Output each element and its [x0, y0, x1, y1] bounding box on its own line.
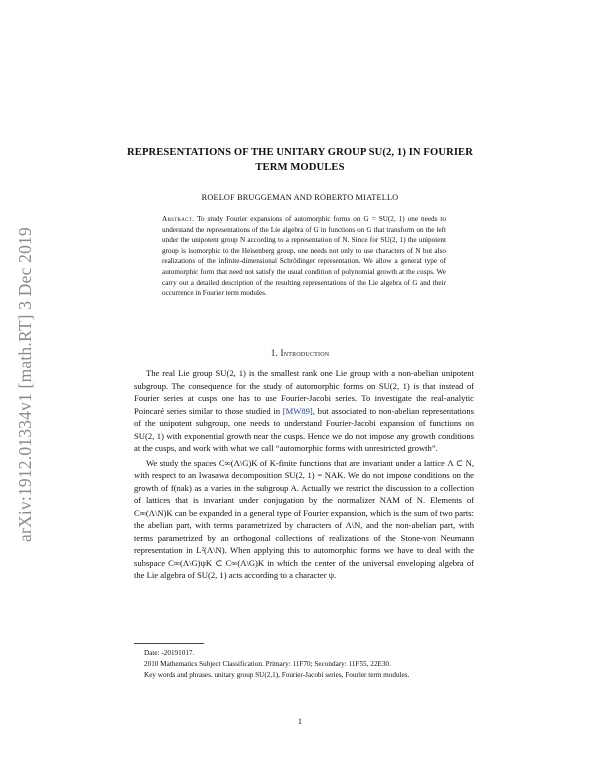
abstract-label: Abstract. — [162, 215, 195, 223]
paragraph-1-text-a: The real Lie group SU(2, 1) is the smallest rank one Lie group with a non-abelian unipotent subgroup. The consequence for the study of automorphic forms on SU(2, 1) is that instead of Fourier series at cusps one has to use Fourier-Jacobi series. To investigate the real-analytic Poincaré series similar to those studied in — [134, 368, 474, 416]
section-number: 1. — [270, 348, 278, 358]
introduction-body — [134, 367, 474, 582]
paper-authors: ROELOF BRUGGEMAN AND ROBERTO MIATELLO — [201, 193, 399, 202]
paragraph-1 — [134, 367, 474, 455]
citation-link-mw89[interactable]: [MW89] — [282, 405, 313, 416]
abstract — [162, 214, 446, 299]
footnotes — [134, 643, 474, 681]
abstract-text: To study Fourier expansions of automorphic forms on G = SU(2, 1) one needs to understand the representations of the Lie algebra of G in functions on G that transform on the left under the unipotent group N according to a representation of N. Since for SU(2, 1) the unipotent group is isomorphic to the Heisenberg group, one needs not only to use characters of N but also realizations of the infinite-dimensional Schrödinger representation. We allow a general type of automorphic form that need not satisfy the usual condition of polynomial growth at the cusps. We carry out a detailed description of the resulting representations of the Lie algebra of G and their occurrence in Fourier term modules. — [162, 215, 446, 298]
paragraph-2: We study the spaces C∞(Λ\G)K of K-finite functions that are invariant under a lattice Λ ⊂ N, with respect to an Iwasawa decomposition SU(2, 1) = NAK. We do not impose conditions on the growth of f(nak) as a varies in the subgroup A. Actually we restrict the discussion to a collection of lattices that is invariant under conjugation by the normalizer NAM of N. Elements of C∞(Λ\N)K can be expanded in a general type of Fourier expansion, which is the sum of two parts: the abelian part, with terms parametrized by characters of Λ\N, and the non-abelian part, with terms parametrized by an orthogonal collections of realizations of the Stone-von Neumann representation in L²(Λ\N). When applying this to automorphic forms we have to deal with the subspace C∞(Λ\G)ψK ⊂ C∞(Λ\G)K in which the center of the universal enveloping algebra of the Lie algebra of SU(2, 1) acts according to a character ψ. — [134, 457, 474, 580]
footnote-rule — [134, 643, 204, 644]
paragraph-1-text-b: , but associated to non-abelian representations of the unipotent subgroup, one needs to understand Fourier-Jacobi expansion of functions on SU(2, 1) with exponential growth near the cusps. Hence we do not impose any growth conditions at the cusps, and work with what we call “automorphic forms with unrestricted growth”. — [134, 405, 474, 453]
section-title: Introduction — [280, 348, 330, 358]
arxiv-identifier-text: arXiv:1912.01334v1 [math.RT] 3 Dec 2019 — [14, 226, 35, 542]
footnote-keywords: Key words and phrases. unitary group SU(2,1), Fourier-Jacobi series, Fourier term modules. — [144, 671, 410, 679]
paper-title: REPRESENTATIONS OF THE UNITARY GROUP SU(2, 1) IN FOURIER TERM MODULES — [127, 147, 473, 173]
footnote-msc: 2010 Mathematics Subject Classification. Primary: 11F70; Secondary: 11F55, 22E30. — [144, 660, 391, 668]
page-number: 1 — [297, 717, 303, 726]
arxiv-identifier[interactable] — [14, 194, 36, 574]
section-heading — [110, 348, 490, 358]
footnote-date: Date: -20191017. — [144, 649, 195, 657]
